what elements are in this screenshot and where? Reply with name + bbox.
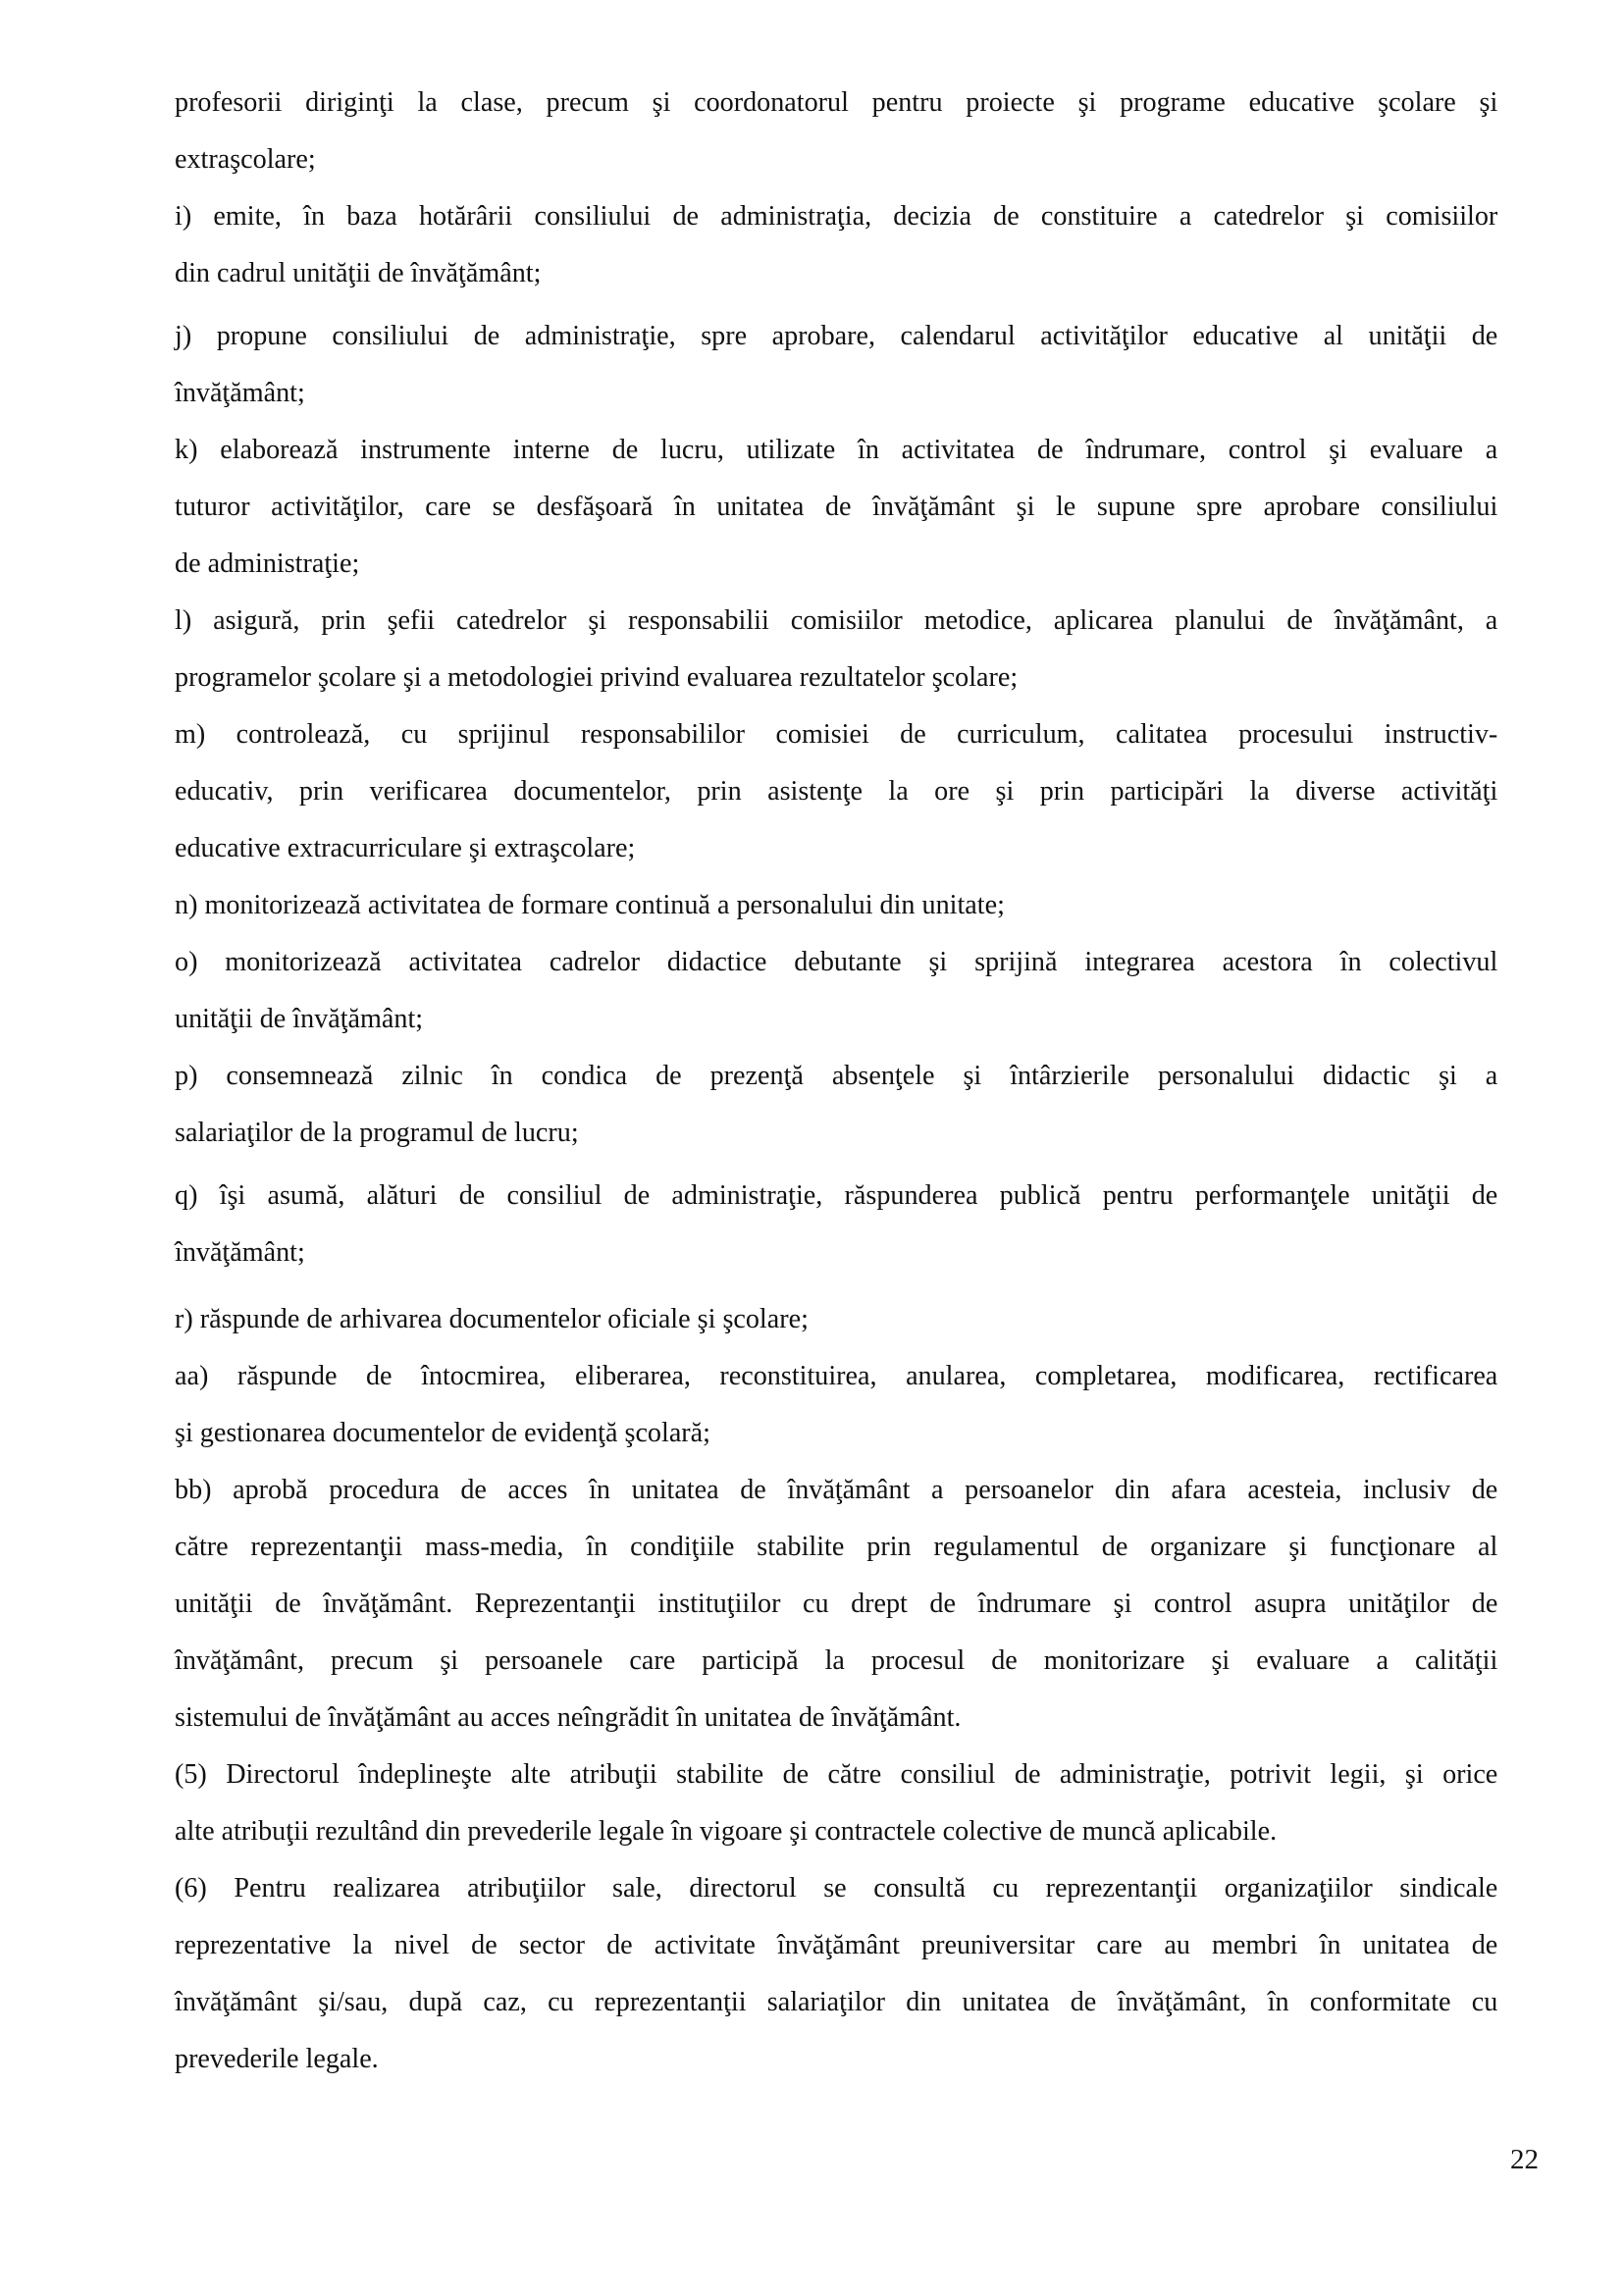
paragraph-q-line: învăţământ; <box>175 1236 305 1268</box>
paragraph-q-line: q) îşi asumă, alături de consiliul de administraţie, răspunderea publică pentru performanţele unităţii de <box>175 1179 1498 1211</box>
paragraph-bb-line: sistemului de învăţământ au acces neîngrădit în unitatea de învăţământ. <box>175 1701 962 1733</box>
paragraph-j-line: învăţământ; <box>175 377 305 408</box>
paragraph-6-line: (6) Pentru realizarea atribuţiilor sale, directorul se consultă cu reprezentanţii organizaţiilor sindicale <box>175 1872 1498 1904</box>
paragraph-k-line: k) elaborează instrumente interne de lucru, utilizate în activitatea de îndrumare, control şi evaluare a <box>175 434 1498 465</box>
paragraph-l-line: l) asigură, prin şefii catedrelor şi responsabilii comisiilor metodice, aplicarea planului de învăţământ, a <box>175 604 1498 636</box>
paragraph-h-cont-line: extraşcolare; <box>175 143 316 175</box>
paragraph-bb-line: învăţământ, precum şi persoanele care participă la procesul de monitorizare şi evaluare a calităţii <box>175 1644 1498 1676</box>
paragraph-i-line: i) emite, în baza hotărârii consiliului de administraţia, decizia de constituire a catedrelor şi comisiilor <box>175 200 1498 232</box>
paragraph-l-line: programelor şcolare şi a metodologiei privind evaluarea rezultatelor şcolare; <box>175 661 1019 693</box>
paragraph-bb-line: unităţii de învăţământ. Reprezentanţii instituţiilor cu drept de îndrumare şi control asupra unităţilor de <box>175 1588 1498 1619</box>
paragraph-n-line: n) monitorizează activitatea de formare continuă a personalului din unitate; <box>175 889 1005 920</box>
paragraph-aa-line: şi gestionarea documentelor de evidenţă şcolară; <box>175 1417 710 1448</box>
paragraph-o-line: o) monitorizează activitatea cadrelor didactice debutante şi sprijină integrarea acestora în colectivul <box>175 946 1498 977</box>
paragraph-bb-line: către reprezentanţii mass-media, în condiţiile stabilite prin regulamentul de organizare şi funcţionare al <box>175 1531 1498 1562</box>
paragraph-r-line: r) răspunde de arhivarea documentelor oficiale şi şcolare; <box>175 1303 809 1334</box>
paragraph-o-line: unităţii de învăţământ; <box>175 1003 424 1034</box>
paragraph-bb-line: bb) aprobă procedura de acces în unitatea de învăţământ a persoanelor din afara acesteia, inclusiv de <box>175 1474 1498 1505</box>
paragraph-j-line: j) propune consiliului de administraţie, spre aprobare, calendarul activităţilor educative al unităţii de <box>175 320 1498 351</box>
paragraph-aa-line: aa) răspunde de întocmirea, eliberarea, reconstituirea, anularea, completarea, modificarea, rectificarea <box>175 1360 1498 1391</box>
paragraph-5-line: (5) Directorul îndeplineşte alte atribuţii stabilite de către consiliul de administraţie, potrivit legii, şi orice <box>175 1758 1498 1790</box>
paragraph-p-line: p) consemnează zilnic în condica de prezenţă absenţele şi întârzierile personalului didactic şi a <box>175 1060 1498 1091</box>
paragraph-p-line: salariaţilor de la programul de lucru; <box>175 1117 579 1148</box>
paragraph-m-line: educativ, prin verificarea documentelor, prin asistenţe la ore şi prin participări la diverse activităţi <box>175 775 1498 807</box>
paragraph-h-cont-line: profesorii diriginţi la clase, precum şi coordonatorul pentru proiecte şi programe educative şcolare şi <box>175 86 1498 118</box>
paragraph-i-line: din cadrul unităţii de învăţământ; <box>175 257 542 288</box>
paragraph-k-line: tuturor activităţilor, care se desfăşoară în unitatea de învăţământ şi le supune spre aprobare consiliului <box>175 491 1498 522</box>
page-number: 22 <box>1510 2144 1539 2175</box>
paragraph-m-line: educative extracurriculare şi extraşcolare; <box>175 832 636 863</box>
paragraph-k-line: de administraţie; <box>175 548 360 579</box>
paragraph-5-line: alte atribuţii rezultând din prevederile legale în vigoare şi contractele colective de muncă aplicabile. <box>175 1815 1278 1847</box>
paragraph-m-line: m) controlează, cu sprijinul responsabililor comisiei de curriculum, calitatea procesului instructiv- <box>175 718 1498 750</box>
paragraph-6-line: învăţământ şi/sau, după caz, cu reprezentanţii salariaţilor din unitatea de învăţământ, în conformitate cu <box>175 1986 1498 2017</box>
paragraph-6-line: reprezentative la nivel de sector de activitate învăţământ preuniversitar care au membri în unitatea de <box>175 1929 1498 1960</box>
paragraph-6-line: prevederile legale. <box>175 2043 379 2074</box>
